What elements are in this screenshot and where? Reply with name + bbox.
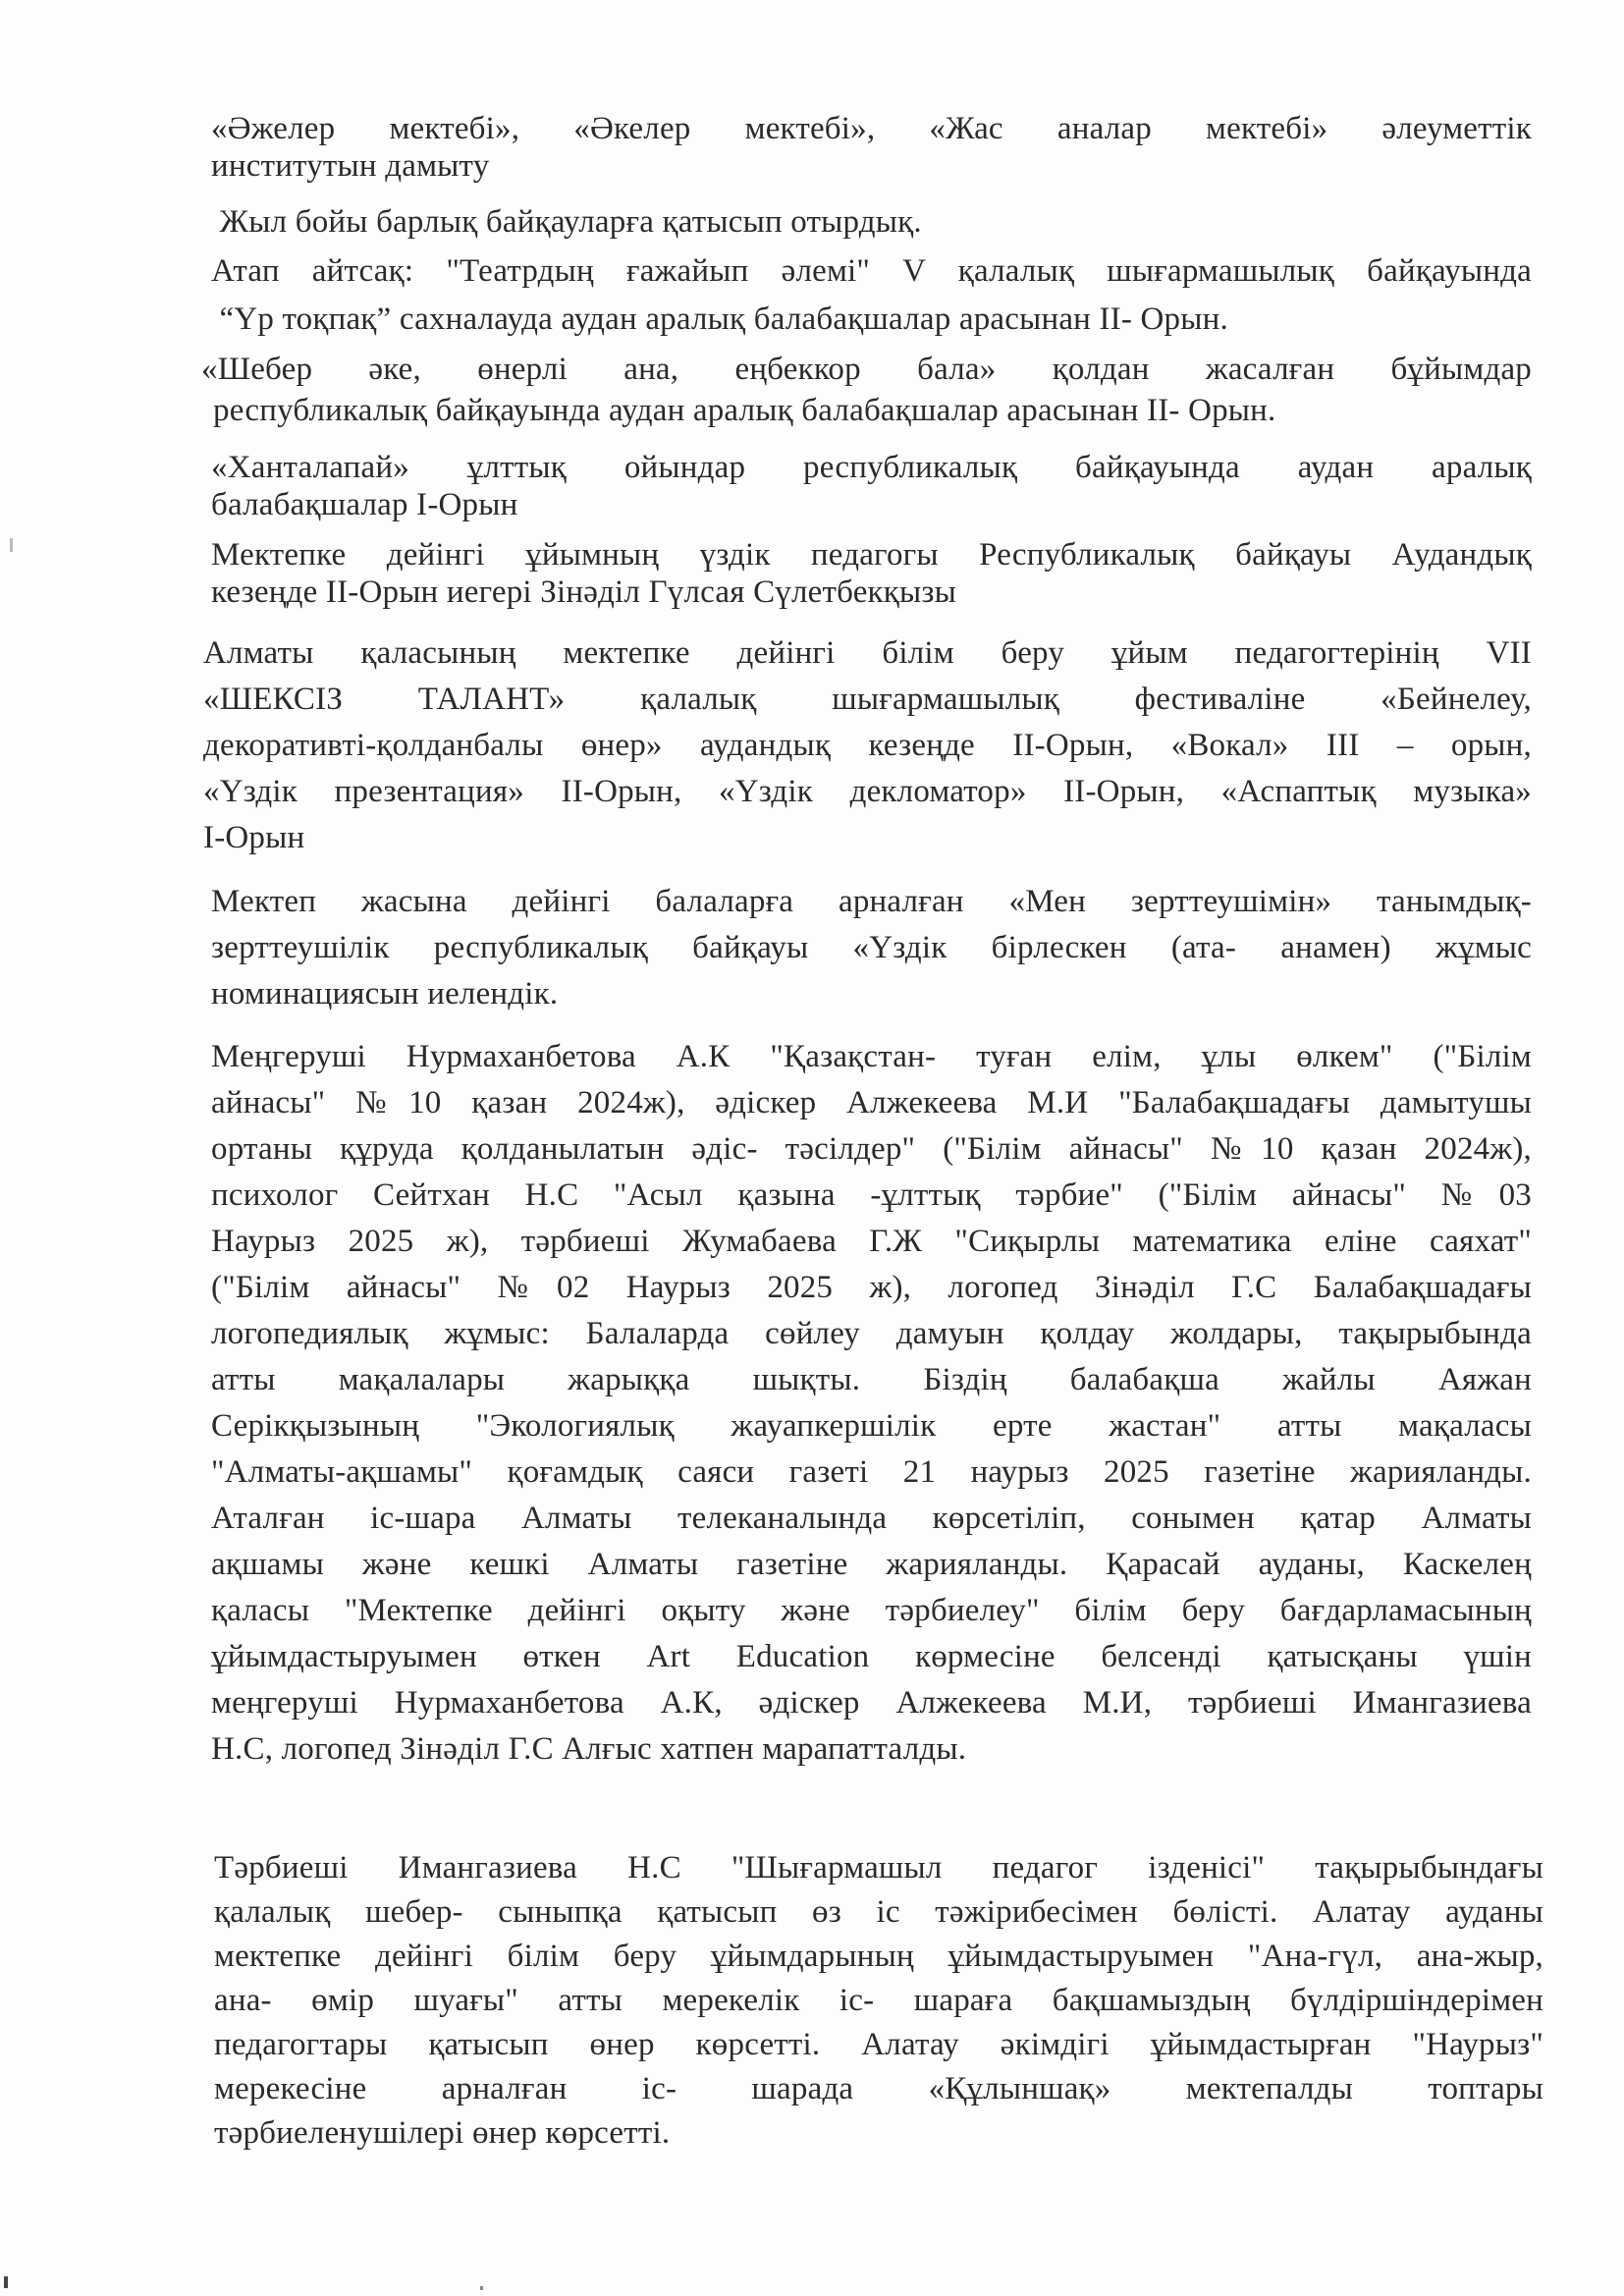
text-line: балабақшалар I-Орын <box>211 487 518 522</box>
paragraph-competitions-intro <box>211 203 1532 241</box>
text-line: республикалық байқауында аудан аралық балабақшалар арасынан II- Орын. <box>213 393 1276 428</box>
text-line: Мектеп жасына дейінгі балаларға арналған «Мен зерттеушімін» танымдық- <box>211 884 1532 919</box>
text-line: ана- өмір шуағы" атты мерекелік іс- шараға бақшамыздың бүлдіршіндерімен <box>214 1983 1543 2018</box>
paragraph-talent-festival <box>203 630 1532 861</box>
text-line: зерттеушілік республикалық байқауы «Үздік бірлескен (ата- анамен) жұмыс <box>211 930 1532 965</box>
text-line: қалалық шебер- сыныпқа қатысып өз іс тәжірибесімен бөлісті. Алатау ауданы <box>214 1894 1543 1930</box>
paragraph-master-class <box>214 1846 1543 2156</box>
text-line: ортаны құруда қолданылатын әдіс- тәсілдер" ("Білім айнасы" №10 қазан 2024ж), <box>211 1131 1532 1167</box>
scan-speck <box>4 2276 8 2288</box>
text-line: Наурыз 2025 ж), тәрбиеші Жумабаева Г.Ж "Сиқырлы математика еліне саяхат" <box>211 1224 1532 1259</box>
text-line: мектепке дейінгі білім беру ұйымдарының ұйымдастыруымен "Ана-гүл, ана-жыр, <box>214 1939 1543 1974</box>
text-line: Серікқызының "Экологиялық жауапкершілік ерте жастан" атты мақаласы <box>211 1408 1532 1444</box>
text-line: «ШЕКСІЗ ТАЛАНТ» қалалық шығармашылық фестиваліне «Бейнелеу, <box>203 682 1532 717</box>
text-line: айнасы" №10 қазан 2024ж), әдіскер Алжекеева М.И "Балабақшадағы дамытушы <box>211 1085 1532 1121</box>
paragraph-handicraft-contest <box>201 351 1532 429</box>
text-line: номинациясын иелендік. <box>211 976 559 1011</box>
text-line: мерекесіне арналған іс- шарада «Құлыншақ» мектепалды топтары <box>214 2071 1543 2106</box>
text-line: I-Орын <box>203 820 305 855</box>
text-line: Мектепке дейінгі ұйымның үздік педагогы Республикалық байқауы Аудандық <box>211 537 1532 573</box>
paragraph-theatre-contest <box>211 252 1532 338</box>
text-line: атты мақалалары жарыққа шықты. Біздің балабақша жайлы Аяжан <box>211 1362 1532 1397</box>
paragraph-schools-institute <box>211 110 1532 185</box>
text-line: «Үздік презентация» II-Орын, «Үздік декломатор» II-Орын, «Аспаптық музыка» <box>203 774 1532 809</box>
text-line: “Үр тоқпақ” сахналауда аудан аралық балабақшалар арасынан II- Орын. <box>211 301 1228 337</box>
text-line: психолог Сейтхан Н.С "Асыл қазына -ұлттық тәрбие" ("Білім айнасы" №03 <box>211 1177 1532 1213</box>
text-line: ("Білім айнасы" №02 Наурыз 2025 ж), логопед Зінәділ Г.С Балабақшадағы <box>211 1270 1532 1305</box>
text-line: Н.С, логопед Зінәділ Г.С Алғыс хатпен марапатталды. <box>211 1731 967 1767</box>
text-line: кезеңде II-Орын иегері Зінәділ Гүлсая Сүлетбекқызы <box>211 574 956 610</box>
paragraph-national-games <box>211 449 1532 523</box>
text-line: «Әжелер мектебі», «Әкелер мектебі», «Жас аналар мектебі» әлеуметтік <box>211 111 1532 146</box>
text-line: "Алматы-ақшамы" қоғамдық саяси газеті 21 наурыз 2025 газетіне жарияланды. <box>211 1454 1532 1490</box>
text-line: декоративті-қолданбалы өнер» аудандық кезеңде II-Орын, «Вокал» III – орын, <box>203 728 1532 763</box>
text-line: Меңгеруші Нурмаханбетова А.К "Қазақстан- туған елім, ұлы өлкем" ("Білім <box>211 1039 1532 1074</box>
scan-speck <box>10 538 13 552</box>
text-line: қаласы "Мектепке дейінгі оқыту және тәрбиелеу" білім беру бағдарламасының <box>211 1593 1532 1628</box>
text-line: педагогтары қатысып өнер көрсетті. Алатау әкімдігі ұйымдастырған "Наурыз" <box>214 2027 1543 2062</box>
text-line: Атап айтсақ: "Театрдың ғажайып әлемі" V қалалық шығармашылық байқауында <box>211 253 1532 289</box>
text-line: «Ханталапай» ұлттық ойындар республикалық байқауында аудан аралық <box>211 450 1532 485</box>
text-line: тәрбиеленушілері өнер көрсетті. <box>214 2115 671 2151</box>
text-line: Алматы қаласының мектепке дейінгі білім беру ұйым педагогтерінің VII <box>203 635 1532 671</box>
text-line: «Шебер әке, өнерлі ана, еңбеккор бала» қолдан жасалған бұйымдар <box>201 352 1532 387</box>
text-line: ұйымдастыруымен өткен Art Education көрмесіне белсенді қатысқаны үшін <box>211 1639 1532 1674</box>
paragraph-researcher-contest <box>211 879 1532 1017</box>
scan-speck <box>480 2286 483 2290</box>
text-line: Жыл бойы барлық байқауларға қатысып отырдық. <box>211 204 922 240</box>
text-line: логопедиялық жұмыс: Балаларда сөйлеу дамуын қолдау жолдары, тақырыбында <box>211 1316 1532 1351</box>
text-line: ақшамы және кешкі Алматы газетіне жарияланды. Қарасай ауданы, Каскелең <box>211 1547 1532 1582</box>
paragraph-publications <box>211 1034 1532 1773</box>
text-line: Аталған іс-шара Алматы телеканалында көрсетіліп, сонымен қатар Алматы <box>211 1501 1532 1536</box>
text-line: меңгеруші Нурмаханбетова А.К, әдіскер Алжекеева М.И, тәрбиеші Имангазиева <box>211 1685 1532 1721</box>
text-line: Тәрбиеші Имангазиева Н.С "Шығармашыл педагог ізденісі" тақырыбындағы <box>214 1850 1543 1886</box>
text-line: институтын дамыту <box>211 148 490 184</box>
paragraph-best-teacher <box>211 536 1532 611</box>
